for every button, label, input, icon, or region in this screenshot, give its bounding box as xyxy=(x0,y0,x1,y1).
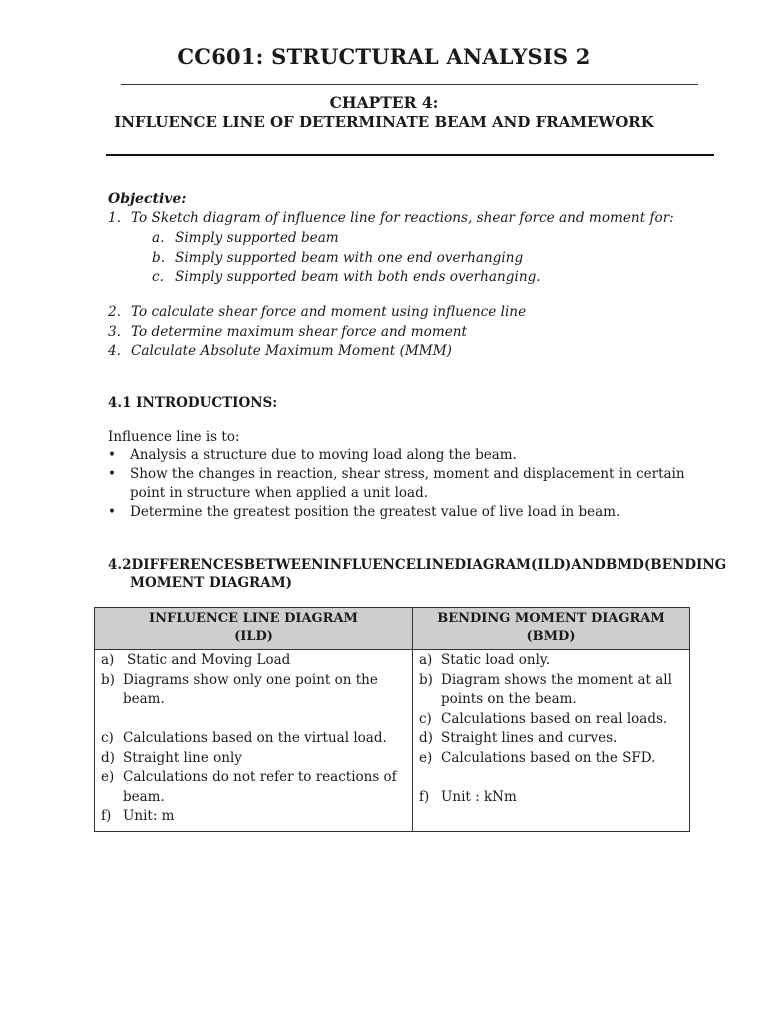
objective-text: To calculate shear force and moment using influence line xyxy=(131,304,527,320)
objective-subitem xyxy=(152,249,541,269)
list-text: Straight lines and curves. xyxy=(441,730,618,746)
course-title: CC601: STRUCTURAL ANALYSIS 2 xyxy=(177,44,591,69)
bmd-list xyxy=(413,651,689,807)
objective-list xyxy=(108,209,674,229)
objective-sublist xyxy=(152,229,541,288)
heading-word: INFLUENCE xyxy=(323,557,416,573)
heading-word: (ILD) xyxy=(531,557,572,573)
objective-text: To Sketch diagram of influence line for reactions, shear force and moment for: xyxy=(131,210,674,226)
list-text: Unit: m xyxy=(123,808,175,824)
heading-word: DIFFERENCES xyxy=(131,557,244,573)
list-marker: 4. xyxy=(108,343,121,359)
intro-bullet-list xyxy=(108,446,708,522)
bullet-item xyxy=(108,465,708,503)
heading-word: DIAGRAM xyxy=(454,557,531,573)
objective-item xyxy=(108,323,526,343)
list-item xyxy=(95,651,412,671)
list-text: Diagrams show only one point on the beam. xyxy=(123,671,378,707)
chapter-title: INFLUENCE LINE OF DETERMINATE BEAM AND FRAMEWORK xyxy=(114,113,654,131)
list-text: Static and Moving Load xyxy=(127,652,291,668)
section-heading-line: MOMENT DIAGRAM) xyxy=(130,575,293,591)
list-marker: a) xyxy=(101,652,115,668)
objective-subitem xyxy=(152,229,541,249)
list-marker: e) xyxy=(101,769,115,785)
list-marker: e) xyxy=(419,749,433,766)
list-item xyxy=(95,729,412,749)
list-item xyxy=(413,729,689,749)
list-marker: c) xyxy=(419,710,432,727)
heading-word: AND xyxy=(571,557,606,573)
objective-heading: Objective: xyxy=(108,191,187,207)
list-text: Calculations do not refer to reactions of beam. xyxy=(123,769,397,805)
comparison-table xyxy=(94,607,690,832)
bullet-text: Determine the greatest position the greatest value of live load in beam. xyxy=(130,504,621,520)
objective-subtext: Simply supported beam with one end overhanging xyxy=(175,249,524,266)
objective-text: To determine maximum shear force and moment xyxy=(131,323,467,340)
list-item xyxy=(413,749,689,769)
section-heading-differences xyxy=(108,556,727,592)
list-marker: c) xyxy=(101,730,114,746)
objective-item xyxy=(108,303,526,323)
list-text: Unit : kNm xyxy=(441,788,517,805)
section-heading-introductions: 4.1 INTRODUCTIONS: xyxy=(108,395,278,411)
objective-list-continued xyxy=(108,303,526,362)
list-spacer xyxy=(95,710,412,730)
heading-word: 4.2 xyxy=(108,557,132,573)
list-marker: a) xyxy=(419,652,433,668)
list-text: Calculations based on real loads. xyxy=(441,710,668,727)
list-text: Straight line only xyxy=(123,749,242,766)
table-header-row xyxy=(95,608,690,650)
list-text: Calculations based on the virtual load. xyxy=(123,730,387,746)
ild-list xyxy=(95,651,412,827)
list-spacer xyxy=(413,768,689,788)
chapter-number: CHAPTER 4: xyxy=(329,93,439,112)
header-line: INFLUENCE LINE DIAGRAM xyxy=(149,611,358,626)
bullet-glyph: • xyxy=(108,466,116,482)
list-item xyxy=(95,749,412,769)
list-item xyxy=(413,710,689,730)
list-item xyxy=(413,651,689,671)
objective-text: Calculate Absolute Maximum Moment (MMM) xyxy=(131,343,452,359)
table-header-bmd: BENDING MOMENT DIAGRAM (BMD) xyxy=(413,608,690,650)
list-item xyxy=(95,671,412,710)
bullet-text: Show the changes in reaction, shear stress, moment and displacement in certain point in structure when applied a unit load. xyxy=(130,466,685,501)
list-marker: b. xyxy=(152,249,166,266)
list-marker: 2. xyxy=(108,304,121,320)
list-marker: c. xyxy=(152,269,164,285)
intro-lead-text: Influence line is to: xyxy=(108,429,240,445)
list-text: Diagram shows the moment at all points on the beam. xyxy=(441,671,672,707)
list-text: Calculations based on the SFD. xyxy=(441,749,656,766)
list-marker: b) xyxy=(101,671,115,688)
list-marker: 1. xyxy=(108,210,121,226)
bullet-item xyxy=(108,446,708,465)
list-text: Static load only. xyxy=(441,652,551,668)
list-item xyxy=(95,807,412,827)
heading-word: BMD xyxy=(605,557,644,573)
list-marker: f) xyxy=(419,788,430,805)
table-cell-ild xyxy=(95,650,413,832)
table-row xyxy=(95,650,690,832)
table-cell-bmd xyxy=(413,650,690,832)
objective-item xyxy=(108,342,526,362)
objective-subtext: Simply supported beam with both ends overhanging. xyxy=(175,269,541,285)
list-item xyxy=(413,788,689,808)
list-item xyxy=(95,768,412,807)
list-item xyxy=(413,671,689,710)
bullet-item xyxy=(108,503,708,522)
list-marker: f) xyxy=(101,808,112,824)
list-marker: a. xyxy=(152,230,165,246)
bullet-text: Analysis a structure due to moving load along the beam. xyxy=(130,447,517,463)
heading-word: BETWEEN xyxy=(243,557,324,573)
header-line: (ILD) xyxy=(234,629,273,644)
table-header-ild xyxy=(95,608,413,650)
objective-item xyxy=(108,209,674,229)
objective-subitem xyxy=(152,268,541,288)
bullet-glyph: • xyxy=(108,504,116,520)
title-underline xyxy=(121,84,698,85)
list-marker: 3. xyxy=(108,323,121,340)
objective-subtext: Simply supported beam xyxy=(175,230,339,246)
heading-word: (BENDING xyxy=(643,557,727,573)
list-marker: b) xyxy=(419,671,433,688)
heading-word: LINE xyxy=(415,557,455,573)
section-heading-line xyxy=(108,556,727,574)
header-divider xyxy=(106,154,714,156)
list-marker: d) xyxy=(419,730,433,746)
bullet-glyph: • xyxy=(108,447,116,463)
list-marker: d) xyxy=(101,749,115,766)
